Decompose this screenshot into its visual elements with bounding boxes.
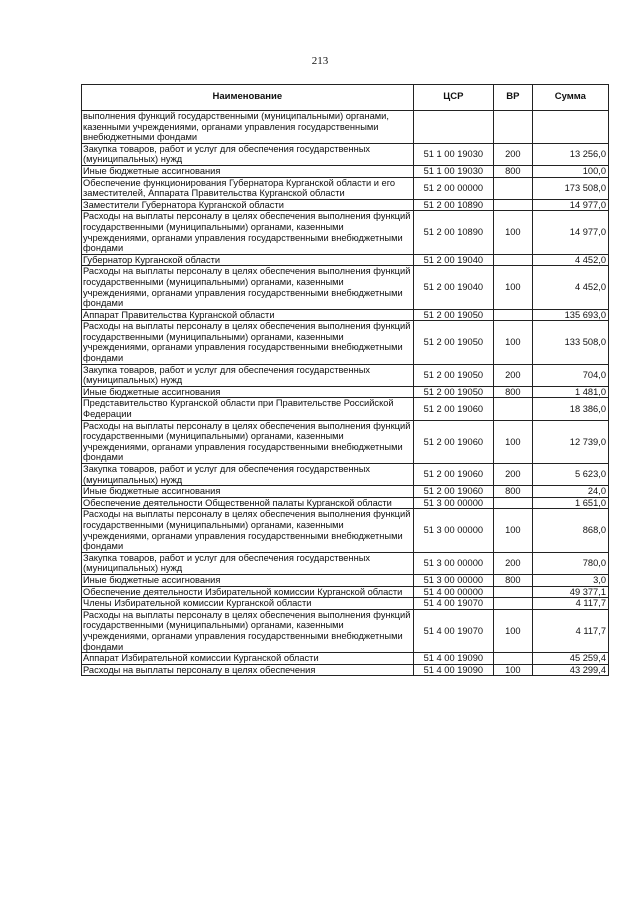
row-vr-cell — [494, 111, 533, 144]
header-sum: Сумма — [532, 85, 608, 111]
table-row — [82, 199, 609, 211]
row-vr-cell: 200 — [494, 364, 533, 386]
table-row — [82, 653, 609, 665]
row-csr-cell: 51 3 00 00000 — [413, 574, 493, 586]
row-csr-cell: 51 2 00 19040 — [413, 266, 493, 309]
row-vr-cell — [494, 254, 533, 266]
row-csr-cell: 51 2 00 19050 — [413, 386, 493, 398]
table-row — [82, 266, 609, 309]
table-row — [82, 598, 609, 610]
table-row — [82, 165, 609, 177]
table-row — [82, 664, 609, 676]
row-vr-cell: 800 — [494, 486, 533, 498]
row-name-cell: Расходы на выплаты персоналу в целях обеспечения выполнения функций государственными (муниципальными) органами, казенными учреждениями, органами управления государственными внебюджетными фондами — [82, 321, 414, 364]
row-name-cell: Иные бюджетные ассигнования — [82, 486, 414, 498]
row-csr-cell: 51 4 00 00000 — [413, 586, 493, 598]
row-sum-cell: 3,0 — [532, 574, 608, 586]
table-row — [82, 177, 609, 199]
row-name-cell: Иные бюджетные ассигнования — [82, 165, 414, 177]
row-sum-cell: 173 508,0 — [532, 177, 608, 199]
row-sum-cell: 43 299,4 — [532, 664, 608, 676]
row-sum-cell: 4 452,0 — [532, 266, 608, 309]
row-name-cell: Обеспечение деятельности Избирательной комиссии Курганской области — [82, 586, 414, 598]
row-sum-cell: 45 259,4 — [532, 653, 608, 665]
row-vr-cell: 200 — [494, 464, 533, 486]
table-header-row — [82, 85, 609, 111]
table-row — [82, 509, 609, 552]
table-row — [82, 211, 609, 254]
table-row — [82, 364, 609, 386]
row-name-cell: Иные бюджетные ассигнования — [82, 574, 414, 586]
row-csr-cell: 51 2 00 19060 — [413, 398, 493, 420]
row-vr-cell: 800 — [494, 165, 533, 177]
row-vr-cell — [494, 653, 533, 665]
row-vr-cell: 100 — [494, 609, 533, 652]
row-csr-cell: 51 3 00 00000 — [413, 509, 493, 552]
row-sum-cell: 4 117,7 — [532, 609, 608, 652]
row-sum-cell: 135 693,0 — [532, 309, 608, 321]
row-vr-cell — [494, 598, 533, 610]
row-vr-cell: 100 — [494, 266, 533, 309]
row-name-cell: Расходы на выплаты персоналу в целях обеспечения выполнения функций государственными (муниципальными) органами, казенными учреждениями, органами управления государственными внебюджетными фондами — [82, 609, 414, 652]
budget-table — [81, 84, 609, 676]
header-vr: ВР — [494, 85, 533, 111]
row-csr-cell: 51 1 00 19030 — [413, 143, 493, 165]
table-row — [82, 321, 609, 364]
row-csr-cell: 51 2 00 19050 — [413, 321, 493, 364]
row-sum-cell: 4 117,7 — [532, 598, 608, 610]
table-row — [82, 143, 609, 165]
row-name-cell: Представительство Курганской области при Правительстве Российской Федерации — [82, 398, 414, 420]
row-name-cell: Расходы на выплаты персоналу в целях обеспечения выполнения функций государственными (муниципальными) органами, казенными учреждениями, органами управления государственными внебюджетными фондами — [82, 420, 414, 463]
table-body — [82, 111, 609, 676]
row-csr-cell: 51 2 00 00000 — [413, 177, 493, 199]
table-row — [82, 420, 609, 463]
row-vr-cell — [494, 309, 533, 321]
row-sum-cell — [532, 111, 608, 144]
row-vr-cell: 800 — [494, 574, 533, 586]
row-csr-cell: 51 1 00 19030 — [413, 165, 493, 177]
row-csr-cell: 51 2 00 19060 — [413, 486, 493, 498]
row-name-cell: Иные бюджетные ассигнования — [82, 386, 414, 398]
row-sum-cell: 133 508,0 — [532, 321, 608, 364]
header-name: Наименование — [82, 85, 414, 111]
row-vr-cell: 200 — [494, 143, 533, 165]
table-row — [82, 497, 609, 509]
table-row — [82, 309, 609, 321]
row-sum-cell: 5 623,0 — [532, 464, 608, 486]
table-row — [82, 552, 609, 574]
row-name-cell: Расходы на выплаты персоналу в целях обеспечения выполнения функций государственными (муниципальными) органами, казенными учреждениями, органами управления государственными внебюджетными фондами — [82, 266, 414, 309]
row-csr-cell: 51 2 00 19050 — [413, 309, 493, 321]
row-vr-cell — [494, 199, 533, 211]
table-row — [82, 609, 609, 652]
row-csr-cell: 51 3 00 00000 — [413, 497, 493, 509]
page-number: 213 — [311, 55, 329, 67]
row-name-cell: Обеспечение функционирования Губернатора Курганской области и его заместителей, Аппарата Правительства Курганской области — [82, 177, 414, 199]
row-vr-cell: 100 — [494, 509, 533, 552]
table-row — [82, 386, 609, 398]
row-sum-cell: 4 452,0 — [532, 254, 608, 266]
row-name-cell: Обеспечение деятельности Общественной палаты Курганской области — [82, 497, 414, 509]
row-sum-cell: 780,0 — [532, 552, 608, 574]
row-name-cell: Расходы на выплаты персоналу в целях обеспечения выполнения функций государственными (муниципальными) органами, казенными учреждениями, органами управления государственными внебюджетными фондами — [82, 211, 414, 254]
row-sum-cell: 12 739,0 — [532, 420, 608, 463]
row-csr-cell: 51 2 00 19060 — [413, 420, 493, 463]
row-vr-cell: 100 — [494, 664, 533, 676]
row-vr-cell: 100 — [494, 211, 533, 254]
row-name-cell: Аппарат Избирательной комиссии Курганской области — [82, 653, 414, 665]
row-csr-cell: 51 2 00 10890 — [413, 199, 493, 211]
row-vr-cell: 200 — [494, 552, 533, 574]
row-csr-cell: 51 2 00 19060 — [413, 464, 493, 486]
row-csr-cell: 51 2 00 19040 — [413, 254, 493, 266]
row-sum-cell: 24,0 — [532, 486, 608, 498]
row-sum-cell: 18 386,0 — [532, 398, 608, 420]
row-sum-cell: 868,0 — [532, 509, 608, 552]
row-csr-cell: 51 4 00 19090 — [413, 653, 493, 665]
row-vr-cell — [494, 586, 533, 598]
row-sum-cell: 14 977,0 — [532, 199, 608, 211]
row-csr-cell: 51 3 00 00000 — [413, 552, 493, 574]
table-row — [82, 398, 609, 420]
table-row — [82, 574, 609, 586]
row-name-cell: Члены Избирательной комиссии Курганской области — [82, 598, 414, 610]
row-csr-cell: 51 2 00 10890 — [413, 211, 493, 254]
row-csr-cell: 51 4 00 19090 — [413, 664, 493, 676]
row-name-cell: Аппарат Правительства Курганской области — [82, 309, 414, 321]
row-sum-cell: 13 256,0 — [532, 143, 608, 165]
row-name-cell: выполнения функций государственными (муниципальными) органами, казенными учреждениями, органами управления государственными внебюджетными фондами — [82, 111, 414, 144]
row-vr-cell — [494, 177, 533, 199]
row-csr-cell — [413, 111, 493, 144]
row-name-cell: Закупка товаров, работ и услуг для обеспечения государственных (муниципальных) нужд — [82, 364, 414, 386]
row-sum-cell: 49 377,1 — [532, 586, 608, 598]
row-sum-cell: 704,0 — [532, 364, 608, 386]
row-name-cell: Закупка товаров, работ и услуг для обеспечения государственных (муниципальных) нужд — [82, 552, 414, 574]
row-csr-cell: 51 4 00 19070 — [413, 598, 493, 610]
row-vr-cell — [494, 398, 533, 420]
row-sum-cell: 1 651,0 — [532, 497, 608, 509]
row-csr-cell: 51 2 00 19050 — [413, 364, 493, 386]
table-row — [82, 486, 609, 498]
table-row — [82, 586, 609, 598]
row-name-cell: Закупка товаров, работ и услуг для обеспечения государственных (муниципальных) нужд — [82, 143, 414, 165]
row-vr-cell — [494, 497, 533, 509]
row-name-cell: Закупка товаров, работ и услуг для обеспечения государственных (муниципальных) нужд — [82, 464, 414, 486]
table-row — [82, 464, 609, 486]
row-name-cell: Расходы на выплаты персоналу в целях обеспечения выполнения функций государственными (муниципальными) органами, казенными учреждениями, органами управления государственными внебюджетными фондами — [82, 509, 414, 552]
row-sum-cell: 1 481,0 — [532, 386, 608, 398]
row-vr-cell: 100 — [494, 420, 533, 463]
table-row — [82, 111, 609, 144]
row-sum-cell: 100,0 — [532, 165, 608, 177]
row-name-cell: Губернатор Курганской области — [82, 254, 414, 266]
row-vr-cell: 100 — [494, 321, 533, 364]
row-csr-cell: 51 4 00 19070 — [413, 609, 493, 652]
row-vr-cell: 800 — [494, 386, 533, 398]
row-sum-cell: 14 977,0 — [532, 211, 608, 254]
header-csr: ЦСР — [413, 85, 493, 111]
row-name-cell: Заместители Губернатора Курганской области — [82, 199, 414, 211]
table-row — [82, 254, 609, 266]
row-name-cell: Расходы на выплаты персоналу в целях обеспечения — [82, 664, 414, 676]
